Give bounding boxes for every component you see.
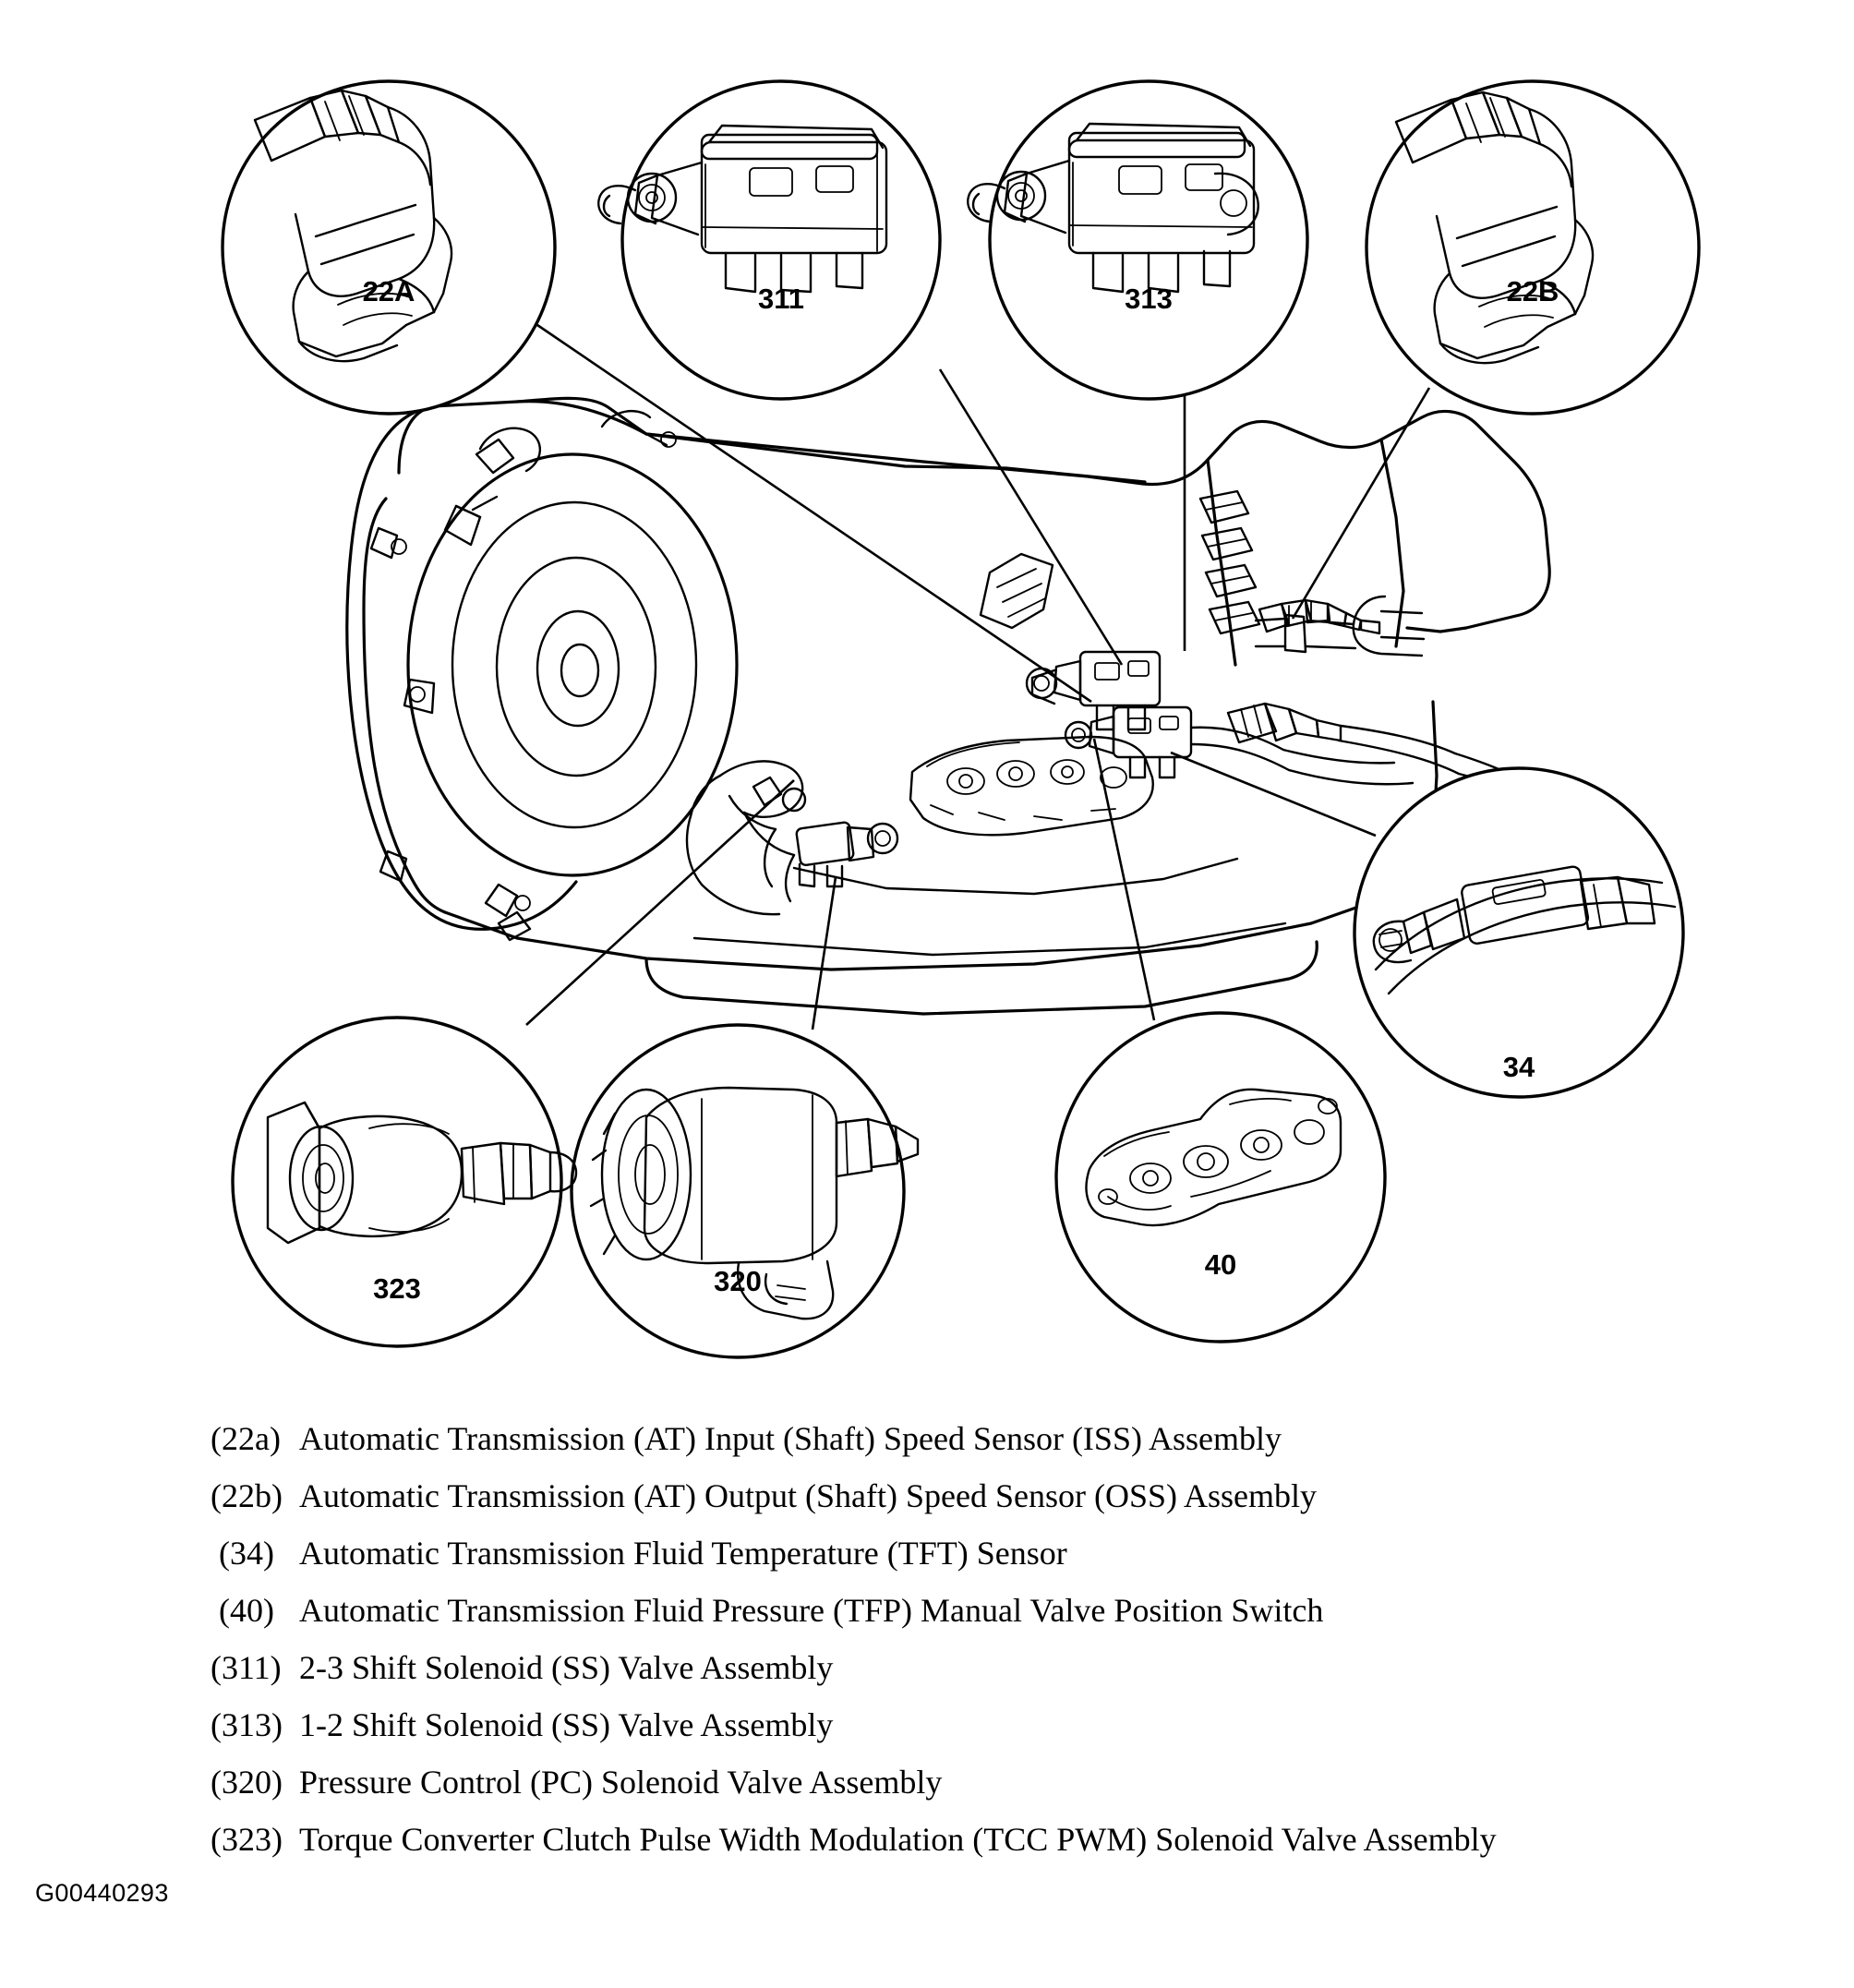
legend-key: (22b) — [211, 1477, 283, 1514]
legend-item-311 — [211, 1639, 1817, 1696]
callout-label-34: 34 — [1502, 1051, 1535, 1083]
shift-solenoid-cluster — [1027, 652, 1413, 784]
callout-label-22a: 22A — [362, 275, 415, 307]
legend-item-34 — [211, 1524, 1817, 1582]
legend-item-323 — [211, 1811, 1817, 1868]
legend-key: (311) — [211, 1649, 282, 1686]
figure-code: G00440293 — [35, 1879, 169, 1907]
callout-34 — [1354, 768, 1683, 1097]
legend-text: 1-2 Shift Solenoid (SS) Valve Assembly — [299, 1706, 834, 1743]
legend-item-313 — [211, 1696, 1817, 1753]
callout-320 — [572, 1025, 918, 1357]
legend-text: Pressure Control (PC) Solenoid Valve Assembly — [299, 1764, 943, 1801]
legend-key: (320) — [211, 1764, 283, 1801]
callout-311 — [598, 81, 940, 399]
legend-key: (22a) — [211, 1420, 281, 1457]
legend-item-40 — [211, 1582, 1817, 1639]
left-solenoid-harness — [687, 761, 897, 914]
callout-label-313: 313 — [1125, 283, 1173, 315]
callout-40 — [1056, 1013, 1385, 1342]
legend-item-22a — [211, 1410, 1817, 1467]
legend-text: Automatic Transmission Fluid Temperature (TFT) Sensor — [299, 1535, 1067, 1572]
legend-text: 2-3 Shift Solenoid (SS) Valve Assembly — [299, 1649, 834, 1686]
callout-323 — [233, 1018, 576, 1346]
legend-item-22b — [211, 1467, 1817, 1524]
legend-text: Automatic Transmission Fluid Pressure (TFP) Manual Valve Position Switch — [299, 1592, 1324, 1629]
legend-key: (40) — [219, 1592, 274, 1629]
legend-key: (313) — [211, 1706, 283, 1743]
callout-label-22b: 22B — [1506, 275, 1559, 307]
legend-text: Torque Converter Clutch Pulse Width Modulation (TCC PWM) Solenoid Valve Assembly — [299, 1821, 1497, 1858]
tfp-valve-position-switch-on-case — [910, 737, 1153, 835]
legend — [211, 1410, 1817, 1868]
callout-22a — [223, 81, 555, 414]
legend-key: (323) — [211, 1821, 283, 1858]
legend-key: (34) — [219, 1535, 274, 1572]
legend-item-320 — [211, 1753, 1817, 1811]
legend-text: Automatic Transmission (AT) Output (Shaft) Speed Sensor (OSS) Assembly — [299, 1477, 1317, 1514]
legend-text: Automatic Transmission (AT) Input (Shaft) Speed Sensor (ISS) Assembly — [299, 1420, 1282, 1457]
callout-313 — [968, 81, 1307, 399]
callout-label-311: 311 — [757, 283, 805, 315]
callout-22b — [1366, 81, 1699, 414]
callout-label-323: 323 — [373, 1272, 421, 1305]
callout-label-320: 320 — [714, 1265, 762, 1297]
callout-label-40: 40 — [1204, 1248, 1237, 1281]
